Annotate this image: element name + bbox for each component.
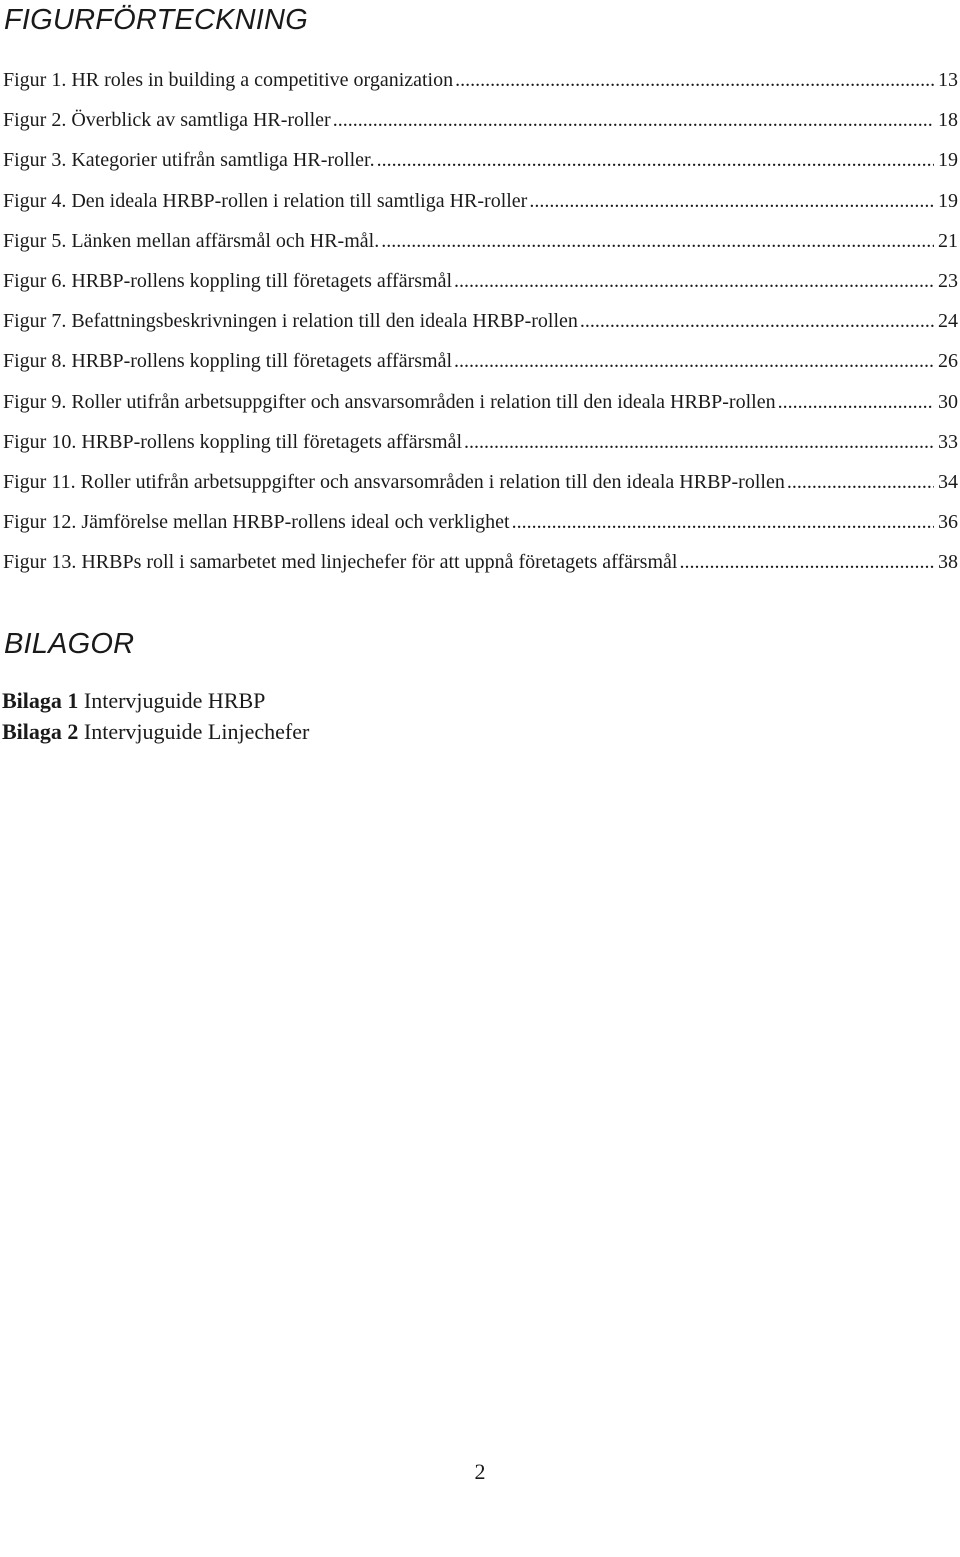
toc-entry-page: 18 [938, 109, 958, 132]
toc-dot-leader [529, 191, 934, 211]
toc-entry-page: 30 [938, 390, 958, 413]
toc-dot-leader [377, 150, 934, 170]
toc-entry[interactable] [3, 191, 960, 231]
toc-dot-leader [580, 311, 934, 331]
toc-entry-page: 23 [938, 269, 958, 292]
toc-entry-page: 38 [938, 551, 958, 574]
toc-entry-label: Figur 1. HR roles in building a competitive organization [3, 69, 454, 91]
toc-dot-leader [455, 70, 934, 90]
toc-entry-label: Figur 9. Roller utifrån arbetsuppgifter och ansvarsområden i relation till den ideala HRBP-rollen [3, 390, 776, 413]
toc-entry-page: 19 [938, 149, 958, 172]
toc-entry-label: Figur 4. Den ideala HRBP-rollen i relation till samtliga HR-roller [3, 189, 528, 212]
toc-dot-leader [454, 271, 934, 291]
toc-entry[interactable] [3, 70, 960, 110]
toc-dot-leader [778, 392, 934, 412]
toc-dot-leader [787, 472, 934, 492]
toc-entry-label: Figur 10. HRBP-rollens koppling till företagets affärsmål [3, 430, 463, 453]
appendix-heading: BILAGOR [4, 628, 135, 660]
figure-list-heading: FIGURFÖRTECKNING [4, 4, 308, 36]
toc-entry-label: Figur 12. Jämförelse mellan HRBP-rollens ideal och verklighet [3, 511, 510, 534]
toc-entry-page: 21 [938, 229, 958, 252]
toc-entry-page: 36 [938, 511, 958, 534]
toc-entry[interactable] [3, 271, 960, 311]
toc-entry[interactable] [3, 552, 960, 592]
appendix-title: Intervjuguide Linjechefer [83, 719, 310, 744]
toc-entry-page: 33 [938, 430, 958, 453]
toc-entry-page: 26 [938, 350, 958, 373]
toc-entry-page: 13 [938, 69, 958, 91]
toc-entry-label: Figur 3. Kategorier utifrån samtliga HR-roller. [3, 149, 375, 172]
toc-entry[interactable] [3, 472, 960, 512]
toc-entry-page: 24 [938, 310, 958, 333]
toc-entry[interactable] [3, 432, 960, 472]
toc-entry[interactable] [3, 231, 960, 271]
toc-entry-label: Figur 11. Roller utifrån arbetsuppgifter och ansvarsområden i relation till den ideala HRBP-rollen [3, 470, 785, 493]
toc-dot-leader [333, 110, 934, 130]
toc-entry-label: Figur 2. Överblick av samtliga HR-roller [3, 109, 331, 132]
toc-entry[interactable] [3, 392, 960, 432]
page-number: 2 [474, 1459, 486, 1484]
appendix-item[interactable] [2, 690, 309, 721]
toc-dot-leader [679, 552, 934, 572]
appendix-item[interactable] [2, 721, 309, 752]
toc-entry-page: 34 [938, 470, 958, 493]
toc-dot-leader [512, 512, 934, 532]
appendix-label: Bilaga 1 [2, 688, 79, 713]
toc-entry[interactable] [3, 150, 960, 190]
figure-list [3, 70, 960, 592]
toc-entry[interactable] [3, 512, 960, 552]
toc-dot-leader [464, 432, 934, 452]
toc-entry[interactable] [3, 311, 960, 351]
toc-dot-leader [454, 351, 934, 371]
toc-entry-label: Figur 8. HRBP-rollens koppling till företagets affärsmål [3, 350, 453, 373]
toc-dot-leader [381, 231, 934, 251]
toc-entry-label: Figur 7. Befattningsbeskrivningen i relation till den ideala HRBP-rollen [3, 310, 578, 333]
toc-entry-label: Figur 5. Länken mellan affärsmål och HR-mål. [3, 229, 380, 252]
toc-entry-label: Figur 13. HRBPs roll i samarbetet med linjechefer för att uppnå företagets affärsmål [3, 551, 678, 574]
appendix-list [2, 690, 309, 752]
appendix-label: Bilaga 2 [2, 719, 79, 744]
toc-entry[interactable] [3, 110, 960, 150]
toc-entry[interactable] [3, 351, 960, 391]
toc-entry-page: 19 [938, 189, 958, 212]
appendix-title: Intervjuguide HRBP [83, 688, 266, 713]
toc-entry-label: Figur 6. HRBP-rollens koppling till företagets affärsmål [3, 269, 453, 292]
